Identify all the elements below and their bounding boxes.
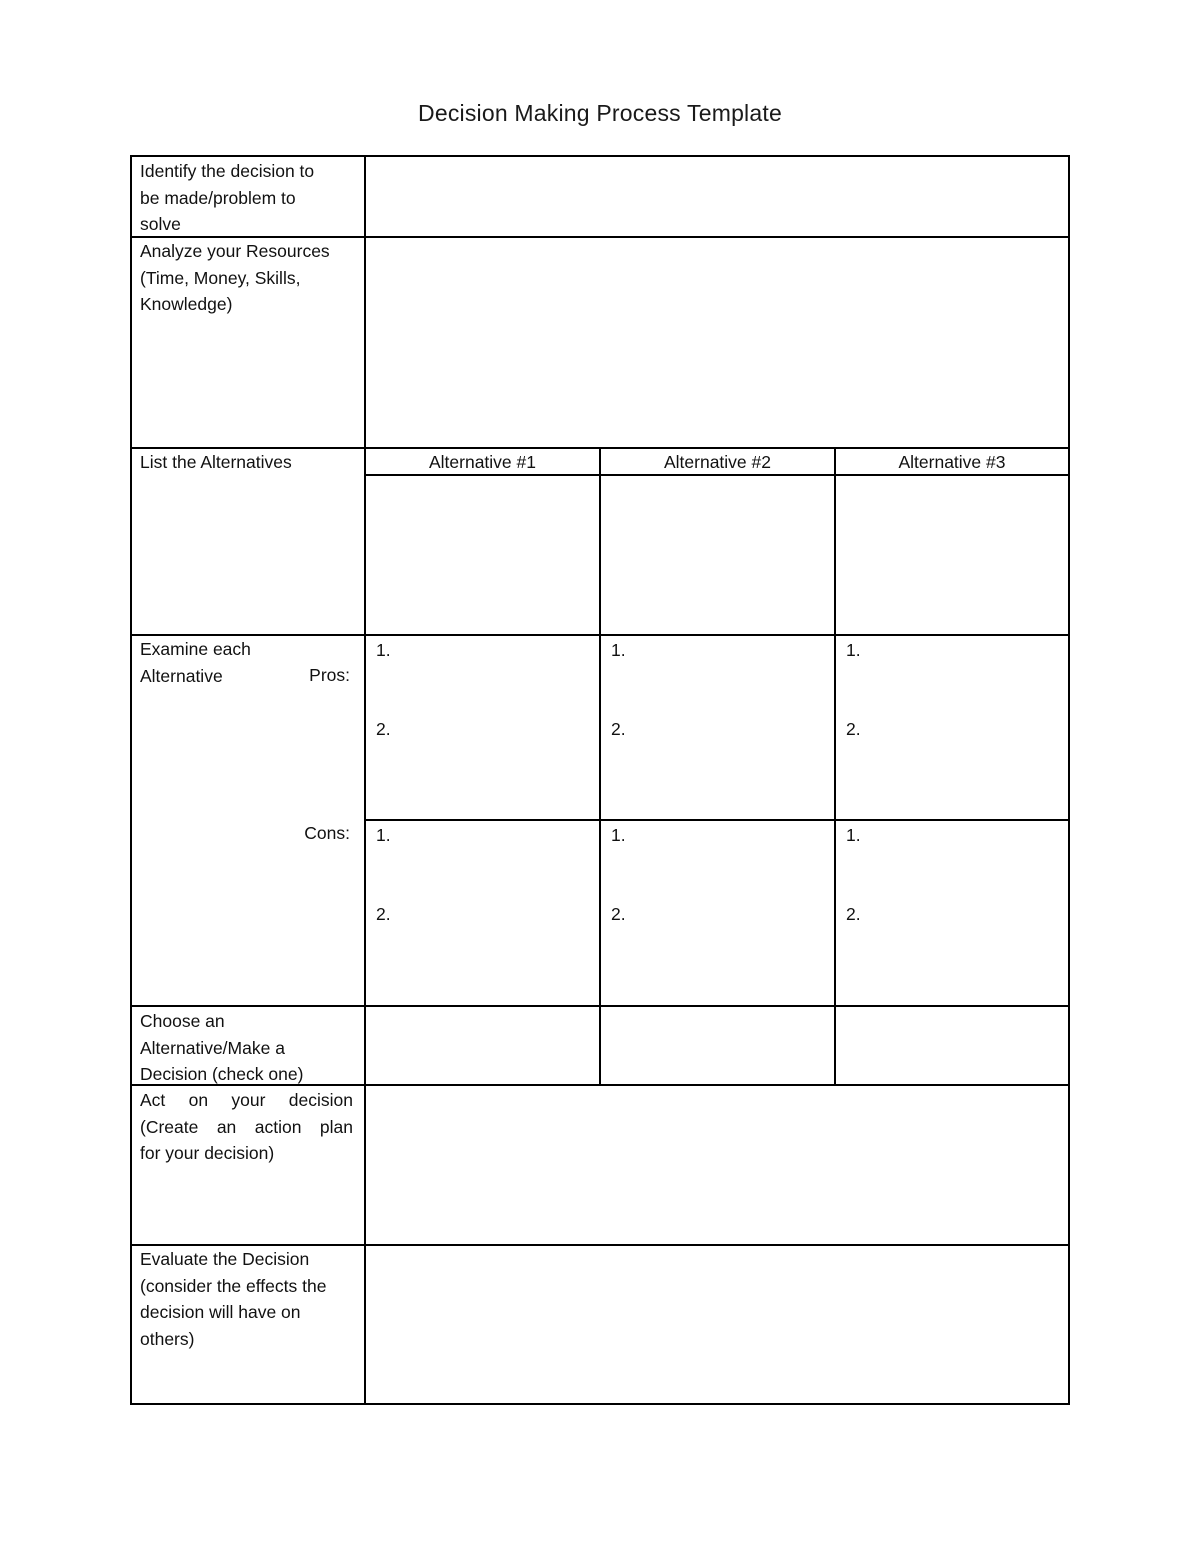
list-label: List the Alternatives <box>140 452 292 472</box>
act-label <box>140 1087 353 1167</box>
choose-alternative-2-checkbox[interactable] <box>601 1007 834 1084</box>
con-item-2: 2. <box>611 904 626 924</box>
alternative-3-header: Alternative #3 <box>898 452 1006 472</box>
act-line: for your decision) <box>140 1143 275 1163</box>
analyze-line: (Time, Money, Skills, <box>140 267 301 288</box>
identify-row <box>130 157 364 236</box>
alternative-3-field[interactable] <box>836 476 1068 634</box>
pro-item-2: 2. <box>611 719 626 739</box>
examine-label <box>140 636 251 689</box>
pro-item-1: 1. <box>611 640 626 660</box>
identify-answer-field[interactable] <box>366 157 1068 236</box>
choose-label <box>140 1008 303 1088</box>
evaluate-line: decision will have on <box>140 1302 301 1322</box>
alternative-2-header: Alternative #2 <box>663 452 771 472</box>
identify-line: solve <box>140 214 181 234</box>
con-item-1: 1. <box>376 825 391 845</box>
pro-item-1: 1. <box>846 640 861 660</box>
identify-label <box>140 158 314 238</box>
choose-alternative-1-checkbox[interactable] <box>366 1007 599 1084</box>
act-line: (Create an action plan <box>140 1116 353 1137</box>
analyze-label <box>140 238 330 318</box>
pro-item-2: 2. <box>846 719 861 739</box>
evaluate-line: (consider the effects the <box>140 1275 327 1296</box>
act-answer-field[interactable] <box>366 1086 1068 1244</box>
alternative-1-header: Alternative #1 <box>428 452 536 472</box>
evaluate-answer-field[interactable] <box>366 1246 1068 1403</box>
identify-line: Identify the decision to <box>140 161 315 181</box>
pros-label: Pros: <box>309 665 350 685</box>
choose-row <box>130 1007 364 1084</box>
con-item-2: 2. <box>376 904 391 924</box>
pro-item-1: 1. <box>376 640 391 660</box>
evaluate-line: others) <box>140 1328 195 1349</box>
examine-row <box>130 636 364 1005</box>
page-title: Decision Making Process Template <box>418 100 782 126</box>
act-line: Act on your decision <box>140 1090 353 1110</box>
choose-line: Decision (check one) <box>140 1064 304 1084</box>
act-row <box>130 1086 364 1244</box>
alternative-2-field[interactable] <box>601 476 834 634</box>
identify-line: be made/problem to <box>140 187 296 208</box>
analyze-answer-field[interactable] <box>366 238 1068 447</box>
alternative-1-field[interactable] <box>366 476 599 634</box>
cons-label: Cons: <box>304 823 350 843</box>
analyze-line: Knowledge) <box>140 294 233 314</box>
evaluate-label <box>140 1246 326 1352</box>
table-border-right <box>1068 155 1070 1405</box>
list-row <box>130 449 364 634</box>
pros-cons-divider <box>364 819 1070 821</box>
analyze-row <box>130 238 364 447</box>
con-item-2: 2. <box>846 904 861 924</box>
con-item-1: 1. <box>846 825 861 845</box>
evaluate-row <box>130 1246 364 1403</box>
choose-alternative-3-checkbox[interactable] <box>836 1007 1068 1084</box>
evaluate-line: Evaluate the Decision <box>140 1249 310 1269</box>
examine-line: Examine each <box>140 639 251 659</box>
pro-item-2: 2. <box>376 719 391 739</box>
table-border-bottom <box>130 1403 1070 1405</box>
examine-line: Alternative <box>140 665 223 686</box>
analyze-line: Analyze your Resources <box>140 241 330 261</box>
con-item-1: 1. <box>611 825 626 845</box>
choose-line: Alternative/Make a <box>140 1037 285 1058</box>
choose-line: Choose an <box>140 1011 225 1031</box>
